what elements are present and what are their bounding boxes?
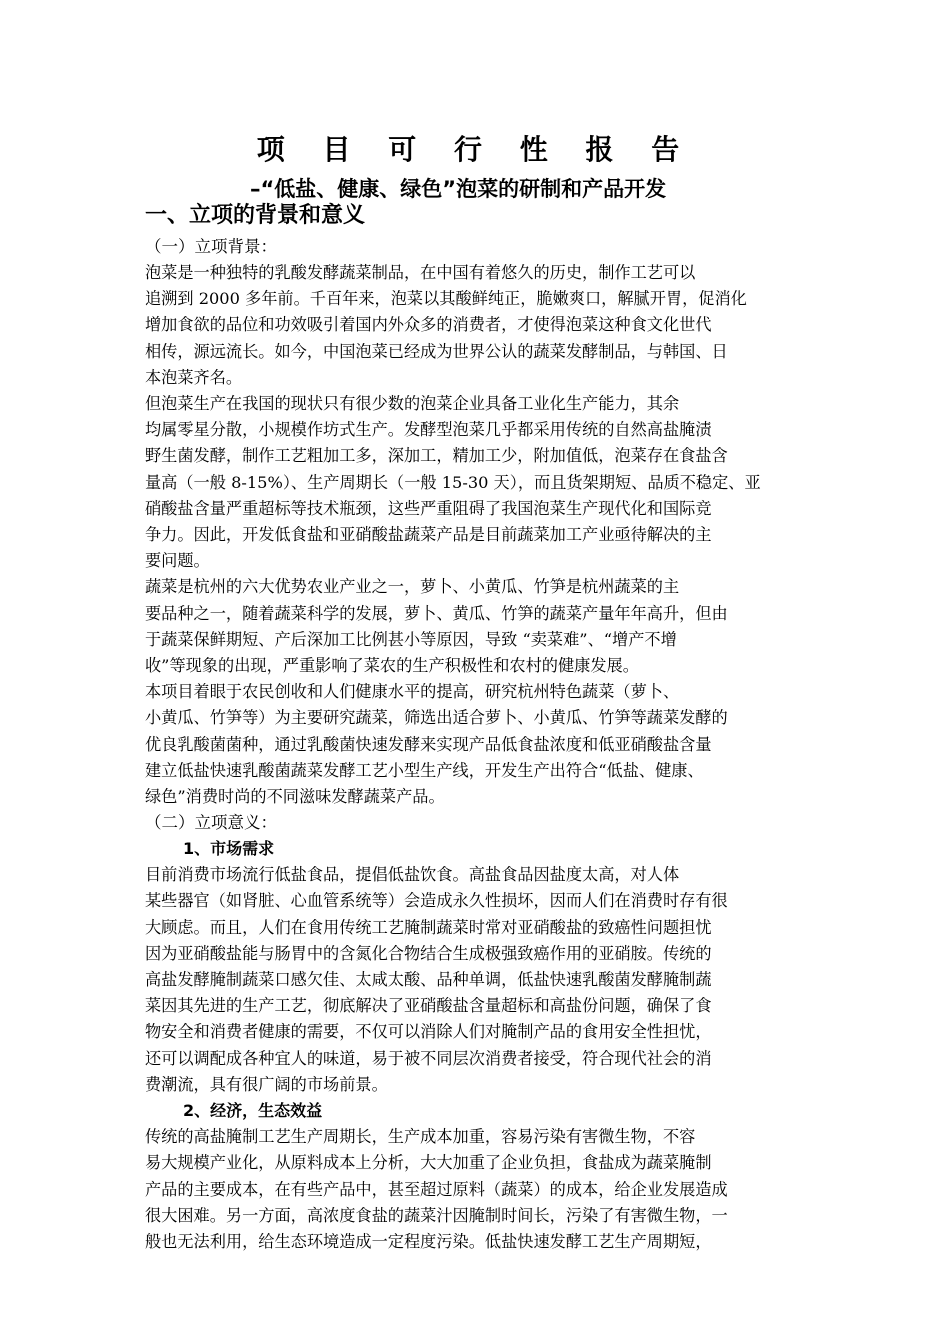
- text-line: 量高（一般 8-15%）、生产周期长（一般 15-30 天），而且货架期短、品质不稳定、亚: [145, 472, 761, 492]
- text-line: 相传，源远流长。如今，中国泡菜已经成为世界公认的蔬菜发酵制品，与韩国、日: [145, 341, 728, 361]
- text-line: 但泡菜生产在我国的现状只有很少数的泡菜企业具备工业化生产能力，其余: [145, 394, 680, 414]
- subsection-heading-significance: （二）立项意义：: [145, 813, 277, 833]
- subsection-heading-background: （一）立项背景：: [145, 237, 277, 256]
- text-line: 建立低盐快速乳酸菌蔬菜发酵工艺小型生产线，开发生产出符合“低盐、健康、: [145, 760, 704, 780]
- text-line: 易大规模产业化，从原料成本上分析，大大加重了企业负担，食盐成为蔬菜腌制: [145, 1153, 712, 1173]
- text-line: 还可以调配成各种宜人的味道，易于被不同层次消费者接受，符合现代社会的消: [145, 1048, 712, 1068]
- text-line: 本泡菜齐名。: [145, 367, 243, 387]
- paragraph-intro: [145, 260, 807, 391]
- text-line: 增加食欲的品位和功效吸引着国内外众多的消费者，才使得泡菜这种食文化世代: [145, 315, 712, 335]
- text-line: 大顾虑。而且，人们在食用传统工艺腌制蔬菜时常对亚硝酸盐的致癌性问题担忧: [145, 917, 712, 937]
- item-heading-market: 1、市场需求: [183, 839, 275, 859]
- text-line: 物安全和消费者健康的需要，不仅可以消除人们对腌制产品的食用安全性担忧，: [145, 1022, 712, 1042]
- text-line: 均属零星分散，小规模作坊式生产。发酵型泡菜几乎都采用传统的自然高盐腌渍: [145, 420, 712, 440]
- text-line: 很大困难。另一方面，高浓度食盐的蔬菜汁因腌制时间长，污染了有害微生物，一: [145, 1205, 728, 1225]
- paragraph-market: [145, 862, 807, 1098]
- text-line: 高盐发酵腌制蔬菜口感欠佳、太咸太酸、品种单调，低盐快速乳酸菌发酵腌制蔬: [145, 970, 712, 990]
- text-line: 争力。因此，开发低食盐和亚硝酸盐蔬菜产品是目前蔬菜加工产业亟待解决的主: [145, 525, 712, 545]
- text-line: 本项目着眼于农民创收和人们健康水平的提高，研究杭州特色蔬菜（萝卜、: [145, 682, 680, 702]
- text-line: 追溯到 2000 多年前。千百年来，泡菜以其酸鲜纯正，脆嫩爽口，解腻开胃，促消化: [145, 289, 747, 309]
- paragraph-status: [145, 391, 807, 574]
- text-line: 菜因其先进的生产工艺，彻底解决了亚硝酸盐含量超标和高盐份问题，确保了食: [145, 996, 712, 1016]
- text-line: 因为亚硝酸盐能与肠胃中的含氮化合物结合生成极强致癌作用的亚硝胺。传统的: [145, 943, 712, 963]
- text-line: 硝酸盐含量严重超标等技术瓶颈，这些严重阻碍了我国泡菜生产现代化和国际竞: [145, 498, 712, 518]
- text-line: 目前消费市场流行低盐食品，提倡低盐饮食。高盐食品因盐度太高，对人体: [145, 865, 680, 885]
- text-line: 要问题。: [145, 551, 210, 571]
- text-line: 般也无法利用，给生态环境造成一定程度污染。低盐快速发酵工艺生产周期短，: [145, 1231, 712, 1251]
- text-line: 于蔬菜保鲜期短、产后深加工比例甚小等原因，导致 “卖菜难”、“增产不增: [145, 629, 677, 649]
- text-line: 要品种之一，随着蔬菜科学的发展，萝卜、黄瓜、竹笋的蔬菜产量年年高升，但由: [145, 603, 728, 623]
- text-line: 绿色”消费时尚的不同滋味发酵蔬菜产品。: [145, 787, 445, 807]
- text-line: 优良乳酸菌菌种，通过乳酸菌快速发酵来实现产品低食盐浓度和低亚硝酸盐含量: [145, 734, 712, 754]
- section-heading-background: 一、立项的背景和意义: [145, 203, 366, 228]
- section-body: [145, 234, 807, 1255]
- document-subtitle: –“低盐、健康、绿色”泡菜的研制和产品开发: [250, 177, 667, 201]
- text-line: 小黄瓜、竹笋等）为主要研究蔬菜，筛选出适合萝卜、小黄瓜、竹笋等蔬菜发酵的: [145, 708, 728, 728]
- text-line: 传统的高盐腌制工艺生产周期长，生产成本加重，容易污染有害微生物，不容: [145, 1127, 696, 1147]
- paragraph-vegetables: [145, 574, 807, 679]
- paragraph-project: [145, 679, 807, 810]
- text-line: 收”等现象的出现，严重影响了菜农的生产积极性和农村的健康发展。: [145, 656, 639, 676]
- text-line: 某些器官（如肾脏、心血管系统等）会造成永久性损坏，因而人们在消费时存有很: [145, 891, 728, 911]
- text-line: 野生菌发酵，制作工艺粗加工多，深加工，精加工少，附加值低，泡菜存在食盐含: [145, 446, 728, 466]
- paragraph-economic: [145, 1124, 807, 1255]
- text-line: 泡菜是一种独特的乳酸发酵蔬菜制品，在中国有着悠久的历史，制作工艺可以: [145, 263, 696, 282]
- text-line: 产品的主要成本，在有些产品中，甚至超过原料（蔬菜）的成本，给企业发展造成: [145, 1179, 728, 1199]
- text-line: 蔬菜是杭州的六大优势农业产业之一，萝卜、小黄瓜、竹笋是杭州蔬菜的主: [145, 577, 680, 597]
- text-line: 费潮流，具有很广阔的市场前景。: [145, 1074, 388, 1094]
- document-title: 项 目 可 行 性 报 告: [256, 133, 694, 166]
- item-heading-economic: 2、经济，生态效益: [183, 1101, 323, 1121]
